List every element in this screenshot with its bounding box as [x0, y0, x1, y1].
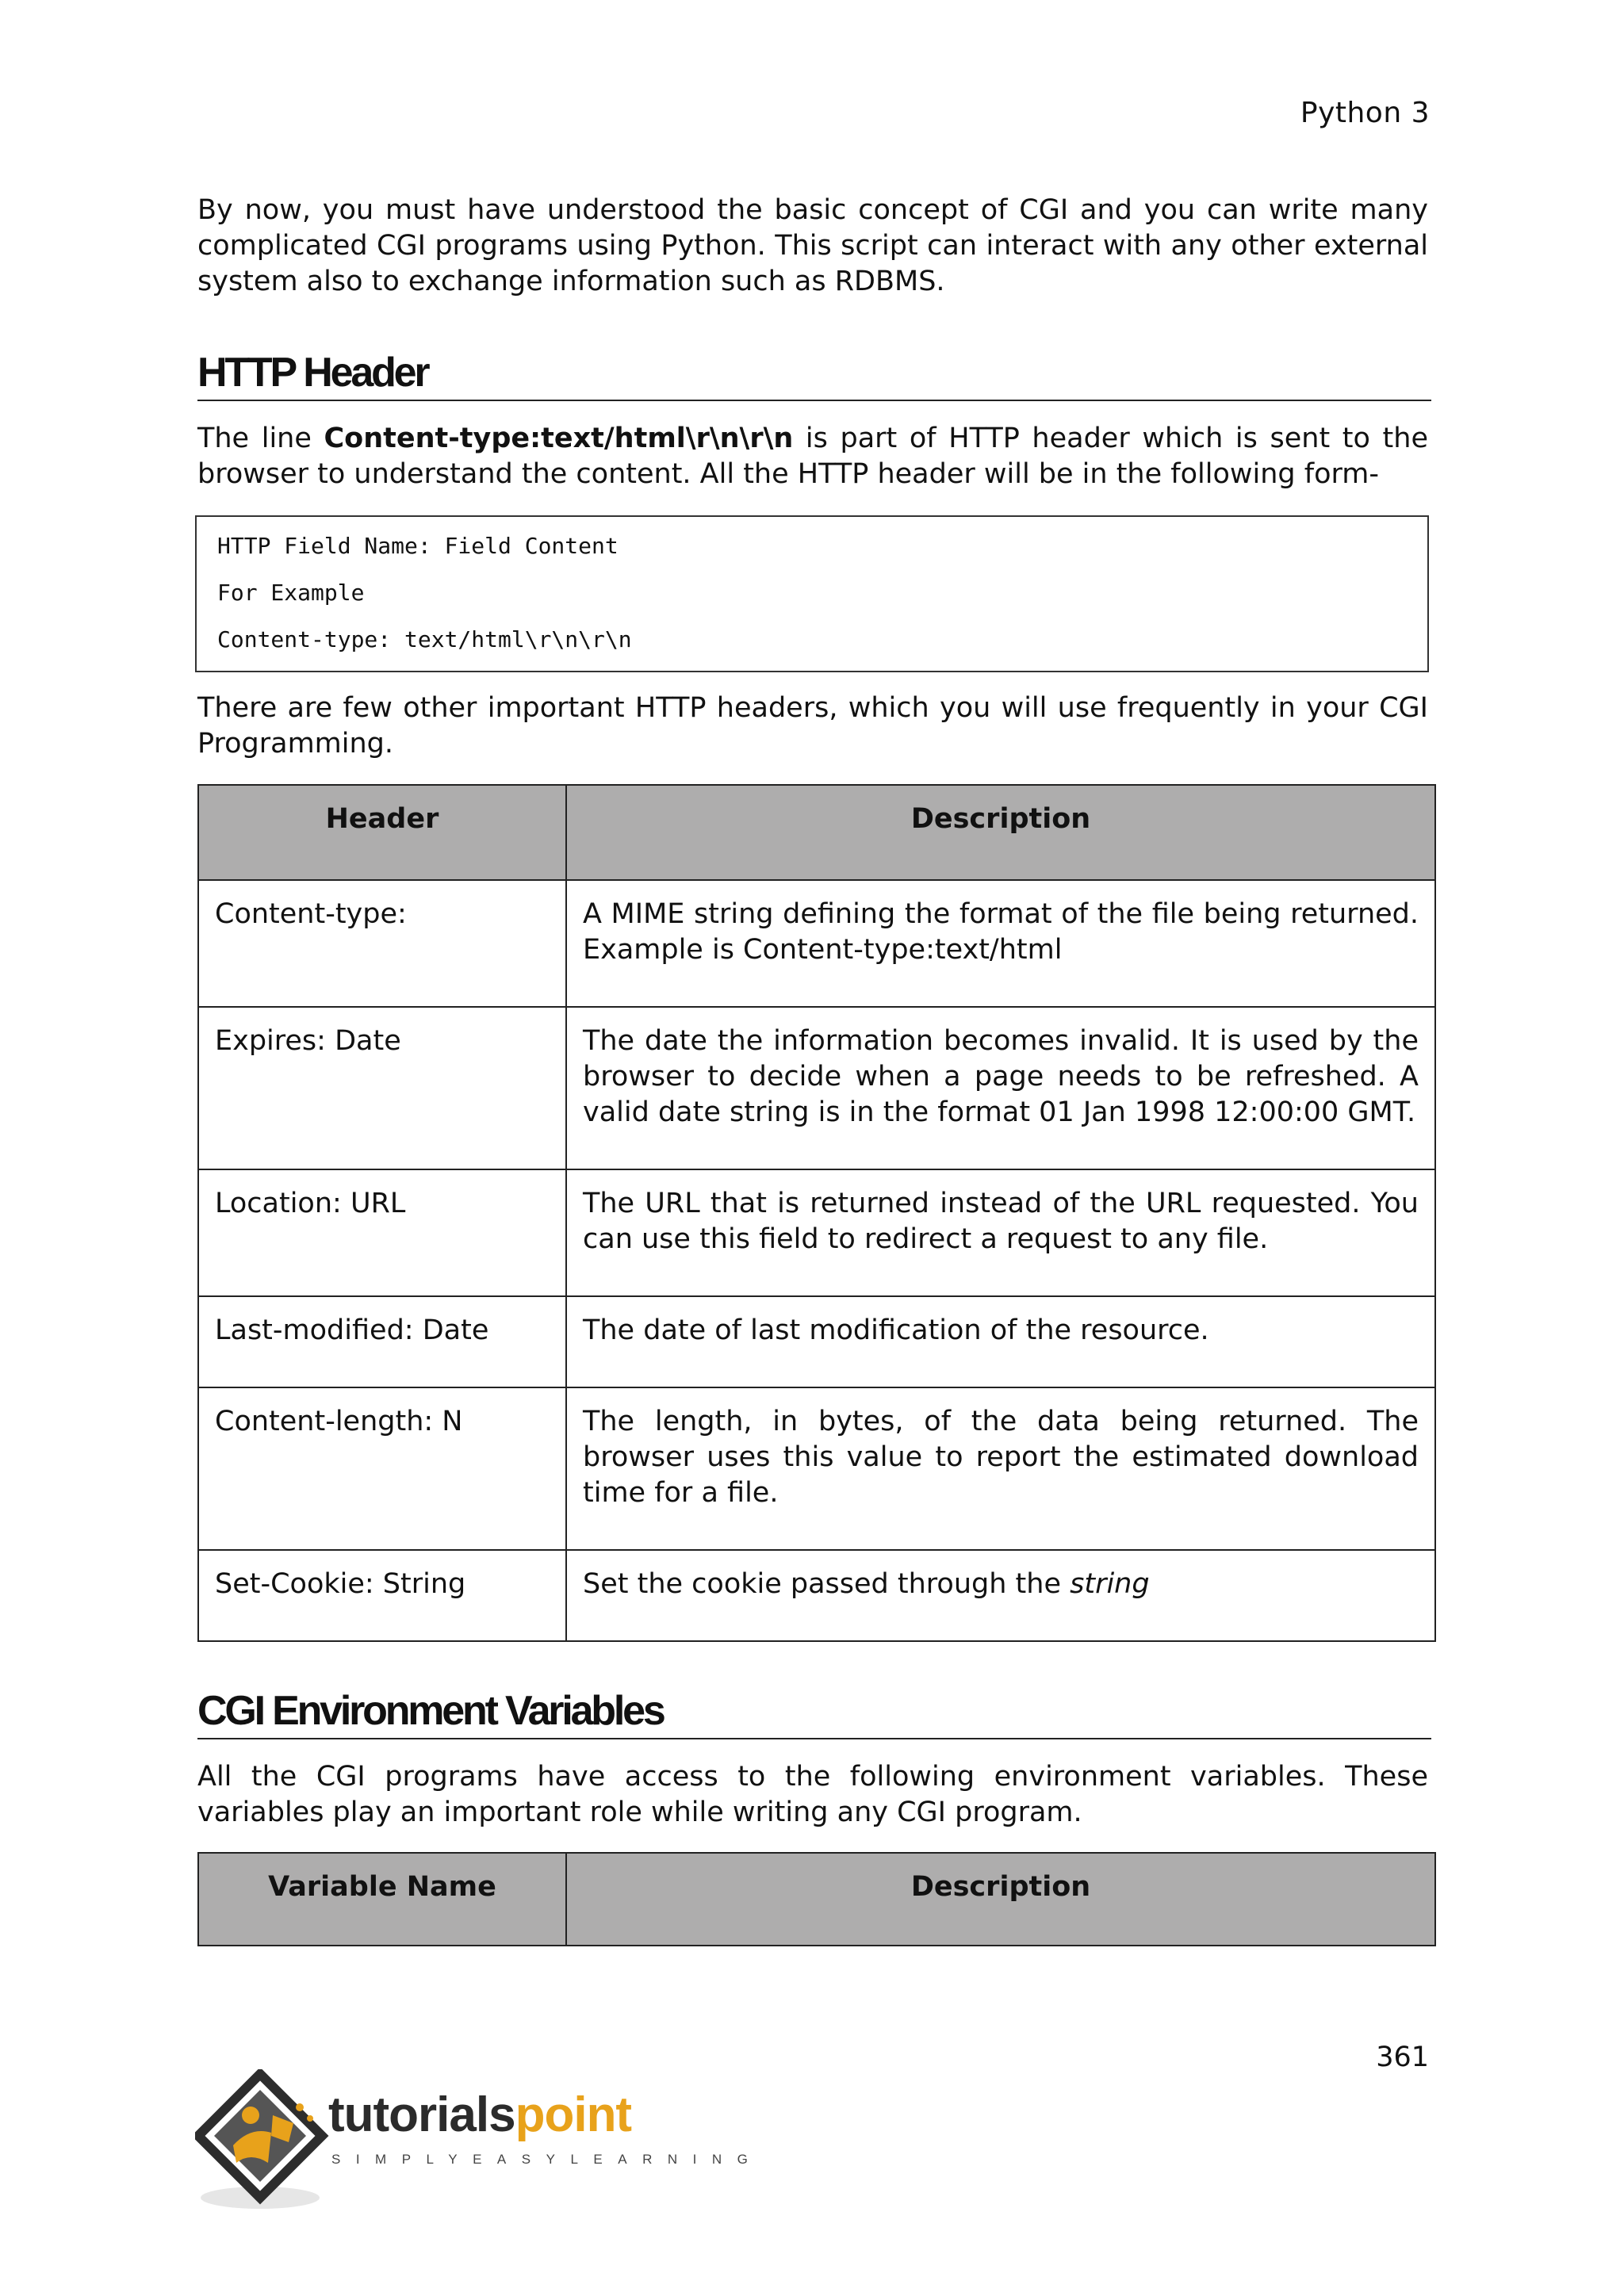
http-para-prefix: The line: [197, 423, 324, 454]
header-cell: Set-Cookie: String: [198, 1550, 566, 1641]
intro-paragraph: By now, you must have understood the basic concept of CGI and you can write many complicated CGI programs using Python. This script can interact with any other external system also to exchange information such as RDBMS.: [197, 194, 1428, 297]
header-cell: Content-length: N: [198, 1387, 566, 1550]
http-para-bold: Content-type:text/html\r\n\r\n: [324, 423, 794, 454]
logo-word-dark: tutorials: [328, 2087, 515, 2142]
code-block: [195, 515, 1429, 672]
description-italic: string: [1070, 1568, 1150, 1600]
logo-diamond-icon: [195, 2069, 330, 2212]
section-heading-cgi-environment-variables: CGI Environment Variables: [197, 1687, 1431, 1739]
logo-wordmark: [328, 2087, 631, 2143]
page-number: 361: [1376, 2042, 1429, 2073]
table-row: [198, 1387, 1435, 1550]
description-cell: [566, 1550, 1435, 1641]
column-header: Variable Name: [198, 1853, 566, 1946]
section-heading-http-header: HTTP Header: [197, 349, 1431, 401]
header-cell: Expires: Date: [198, 1007, 566, 1169]
table-header-row: [198, 785, 1435, 880]
code-line: Content-type: text/html\r\n\r\n: [217, 626, 632, 652]
env-paragraph: All the CGI programs have access to the following environment variables. These variables play an important role while writing any CGI program.: [197, 1761, 1428, 1828]
env-variables-table: [197, 1852, 1436, 1946]
column-header: Description: [566, 785, 1435, 880]
table-row: [198, 1169, 1435, 1296]
after-code-paragraph: There are few other important HTTP headers, which you will use frequently in your CGI Programming.: [197, 692, 1428, 760]
running-header: Python 3: [1300, 97, 1430, 129]
http-header-paragraph: [197, 421, 1428, 492]
header-cell: Content-type:: [198, 880, 566, 1007]
table-row: [198, 1296, 1435, 1387]
table-row: [198, 1550, 1435, 1641]
code-line: For Example: [217, 580, 365, 606]
table-header-row: [198, 1853, 1435, 1946]
description-cell: The date of last modification of the resource.: [566, 1296, 1435, 1387]
column-header: Header: [198, 785, 566, 880]
logo-tagline: SIMPLYEASYLEARNING: [331, 2152, 764, 2167]
description-cell: A MIME string defining the format of the file being returned. Example is Content-type:text/html: [566, 880, 1435, 1007]
header-cell: Location: URL: [198, 1169, 566, 1296]
table-row: [198, 1007, 1435, 1169]
http-para-suffix: is part of HTTP header which is sent to the browser to understand the content. All the HTTP header will be in the following form-: [197, 423, 1428, 490]
column-header: Description: [566, 1853, 1435, 1946]
http-headers-table: [197, 784, 1436, 1642]
description-cell: The date the information becomes invalid. It is used by the browser to decide when a page needs to be refreshed. A valid date string is in the format 01 Jan 1998 12:00:00 GMT.: [566, 1007, 1435, 1169]
description-cell: The URL that is returned instead of the URL requested. You can use this field to redirect a request to any file.: [566, 1169, 1435, 1296]
code-line: HTTP Field Name: Field Content: [217, 533, 619, 559]
table-row: [198, 880, 1435, 1007]
header-cell: Last-modified: Date: [198, 1296, 566, 1387]
description-cell: The length, in bytes, of the data being returned. The browser uses this value to report the estimated download time for a file.: [566, 1387, 1435, 1550]
tutorialspoint-logo: [195, 2069, 764, 2215]
description-text: Set the cookie passed through the: [583, 1568, 1071, 1600]
logo-word-accent: point: [515, 2087, 632, 2142]
